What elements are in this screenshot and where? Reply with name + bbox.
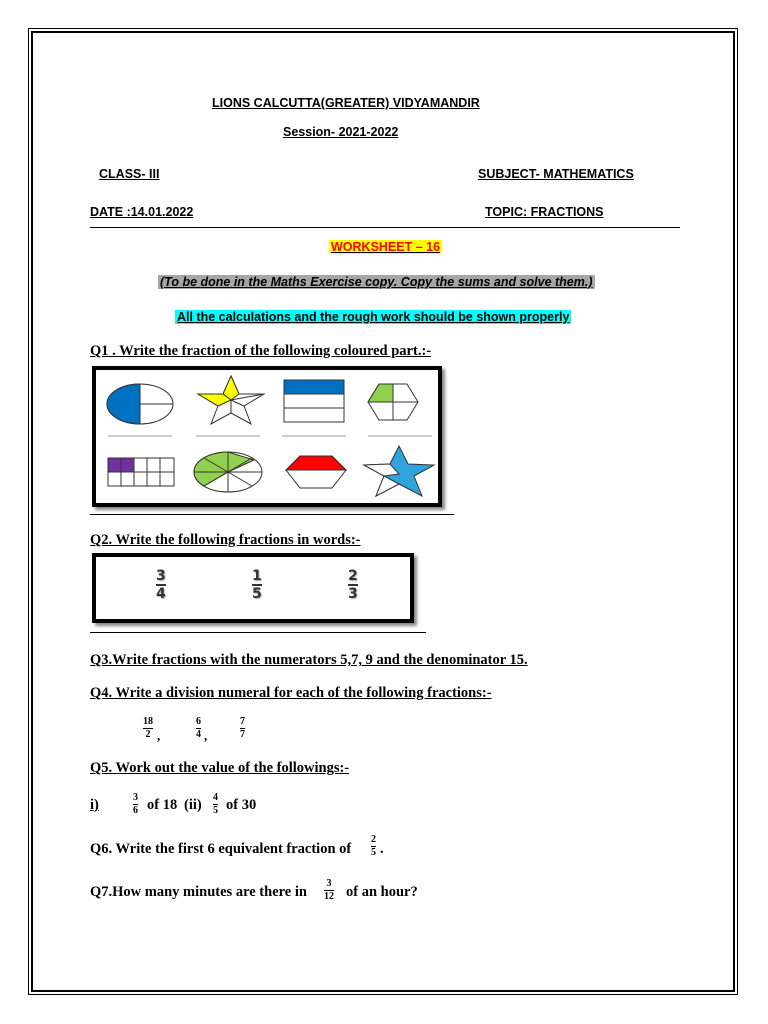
denominator: 6 bbox=[133, 805, 138, 816]
denominator: 5 bbox=[371, 847, 376, 858]
fraction-2-3 bbox=[348, 569, 358, 601]
date-label: DATE :14.01.2022 bbox=[90, 205, 194, 219]
question-5: Q5. Work out the value of the followings:- bbox=[90, 760, 350, 776]
fraction-1-5 bbox=[252, 569, 262, 601]
separator: , bbox=[157, 728, 161, 743]
numerator: 4 bbox=[213, 792, 218, 803]
fraction-shapes bbox=[96, 370, 438, 503]
q7-end: of an hour? bbox=[346, 884, 418, 900]
part-i-label bbox=[90, 797, 99, 814]
instruction-text: (To be done in the Maths Exercise copy. Copy the sums and solve them.) bbox=[160, 275, 593, 289]
subject-label: SUBJECT- MATHEMATICS bbox=[478, 167, 634, 181]
numerator: 1 bbox=[252, 568, 262, 584]
denominator: 5 bbox=[252, 586, 262, 602]
header-divider bbox=[90, 227, 680, 228]
part-ii-text: of 30 bbox=[226, 797, 257, 813]
circle-half-shape bbox=[107, 384, 173, 424]
fractions-box bbox=[92, 553, 414, 623]
numerator: 3 bbox=[156, 568, 166, 584]
denominator: 4 bbox=[156, 586, 166, 602]
part-i-text: of 18 bbox=[147, 797, 178, 813]
worksheet-title bbox=[329, 240, 442, 254]
star-shape bbox=[198, 376, 264, 424]
question-4: Q4. Write a division numeral for each of the following fractions:- bbox=[90, 685, 492, 701]
denominator: 5 bbox=[213, 805, 218, 816]
instruction bbox=[158, 275, 595, 289]
question-1: Q1 . Write the fraction of the following coloured part.:- bbox=[90, 343, 432, 359]
fraction-2-5 bbox=[371, 835, 376, 858]
question-2: Q2. Write the following fractions in words:- bbox=[90, 532, 361, 548]
denominator: 2 bbox=[145, 729, 151, 740]
circle-eighths-shape bbox=[194, 452, 262, 492]
fraction-4-5 bbox=[213, 793, 218, 816]
question-3: Q3.Write fractions with the numerators 5,7, 9 and the denominator 15. bbox=[90, 652, 528, 668]
fraction-3-12 bbox=[324, 879, 334, 902]
q6-end: . bbox=[380, 841, 384, 857]
denominator: 7 bbox=[240, 729, 245, 740]
note bbox=[175, 310, 571, 324]
question-7: Q7.How many minutes are there in bbox=[90, 884, 307, 900]
numerator: 3 bbox=[133, 792, 138, 803]
denominator: 12 bbox=[324, 891, 334, 902]
fraction-3-6 bbox=[133, 793, 138, 816]
school-name: LIONS CALCUTTA(GREATER) VIDYAMANDIR bbox=[212, 96, 480, 110]
q2-divider bbox=[90, 632, 426, 633]
fraction-7-7 bbox=[240, 717, 245, 740]
numerator: 6 bbox=[196, 716, 201, 727]
q1-divider bbox=[90, 514, 454, 515]
part-ii-label: (ii) bbox=[184, 797, 202, 813]
grid-rectangle-shape bbox=[108, 458, 174, 486]
fraction-18-2 bbox=[143, 717, 153, 740]
class-label: CLASS- III bbox=[99, 167, 160, 181]
separator: , bbox=[204, 728, 208, 743]
denominator: 3 bbox=[348, 586, 358, 602]
part-i-label-text: i) bbox=[90, 797, 99, 813]
shapes-box bbox=[92, 366, 442, 507]
numerator: 3 bbox=[326, 878, 332, 889]
numerator: 2 bbox=[371, 834, 376, 845]
blue-star-shape bbox=[364, 446, 434, 496]
denominator: 4 bbox=[196, 729, 201, 740]
fraction-6-4 bbox=[196, 717, 201, 740]
note-text: All the calculations and the rough work should be shown properly bbox=[177, 310, 570, 324]
pentagon-shape bbox=[286, 456, 346, 488]
hexagon-shape bbox=[368, 384, 418, 420]
worksheet-title-text: WORKSHEET – 16 bbox=[331, 240, 441, 254]
topic-label: TOPIC: FRACTIONS bbox=[485, 205, 604, 219]
rectangle-third-shape bbox=[284, 380, 344, 422]
fraction-3-4 bbox=[156, 569, 166, 601]
numerator: 7 bbox=[240, 716, 245, 727]
numerator: 18 bbox=[143, 716, 153, 727]
question-6: Q6. Write the first 6 equivalent fraction of bbox=[90, 841, 352, 857]
session: Session- 2021-2022 bbox=[283, 125, 399, 139]
numerator: 2 bbox=[348, 568, 358, 584]
